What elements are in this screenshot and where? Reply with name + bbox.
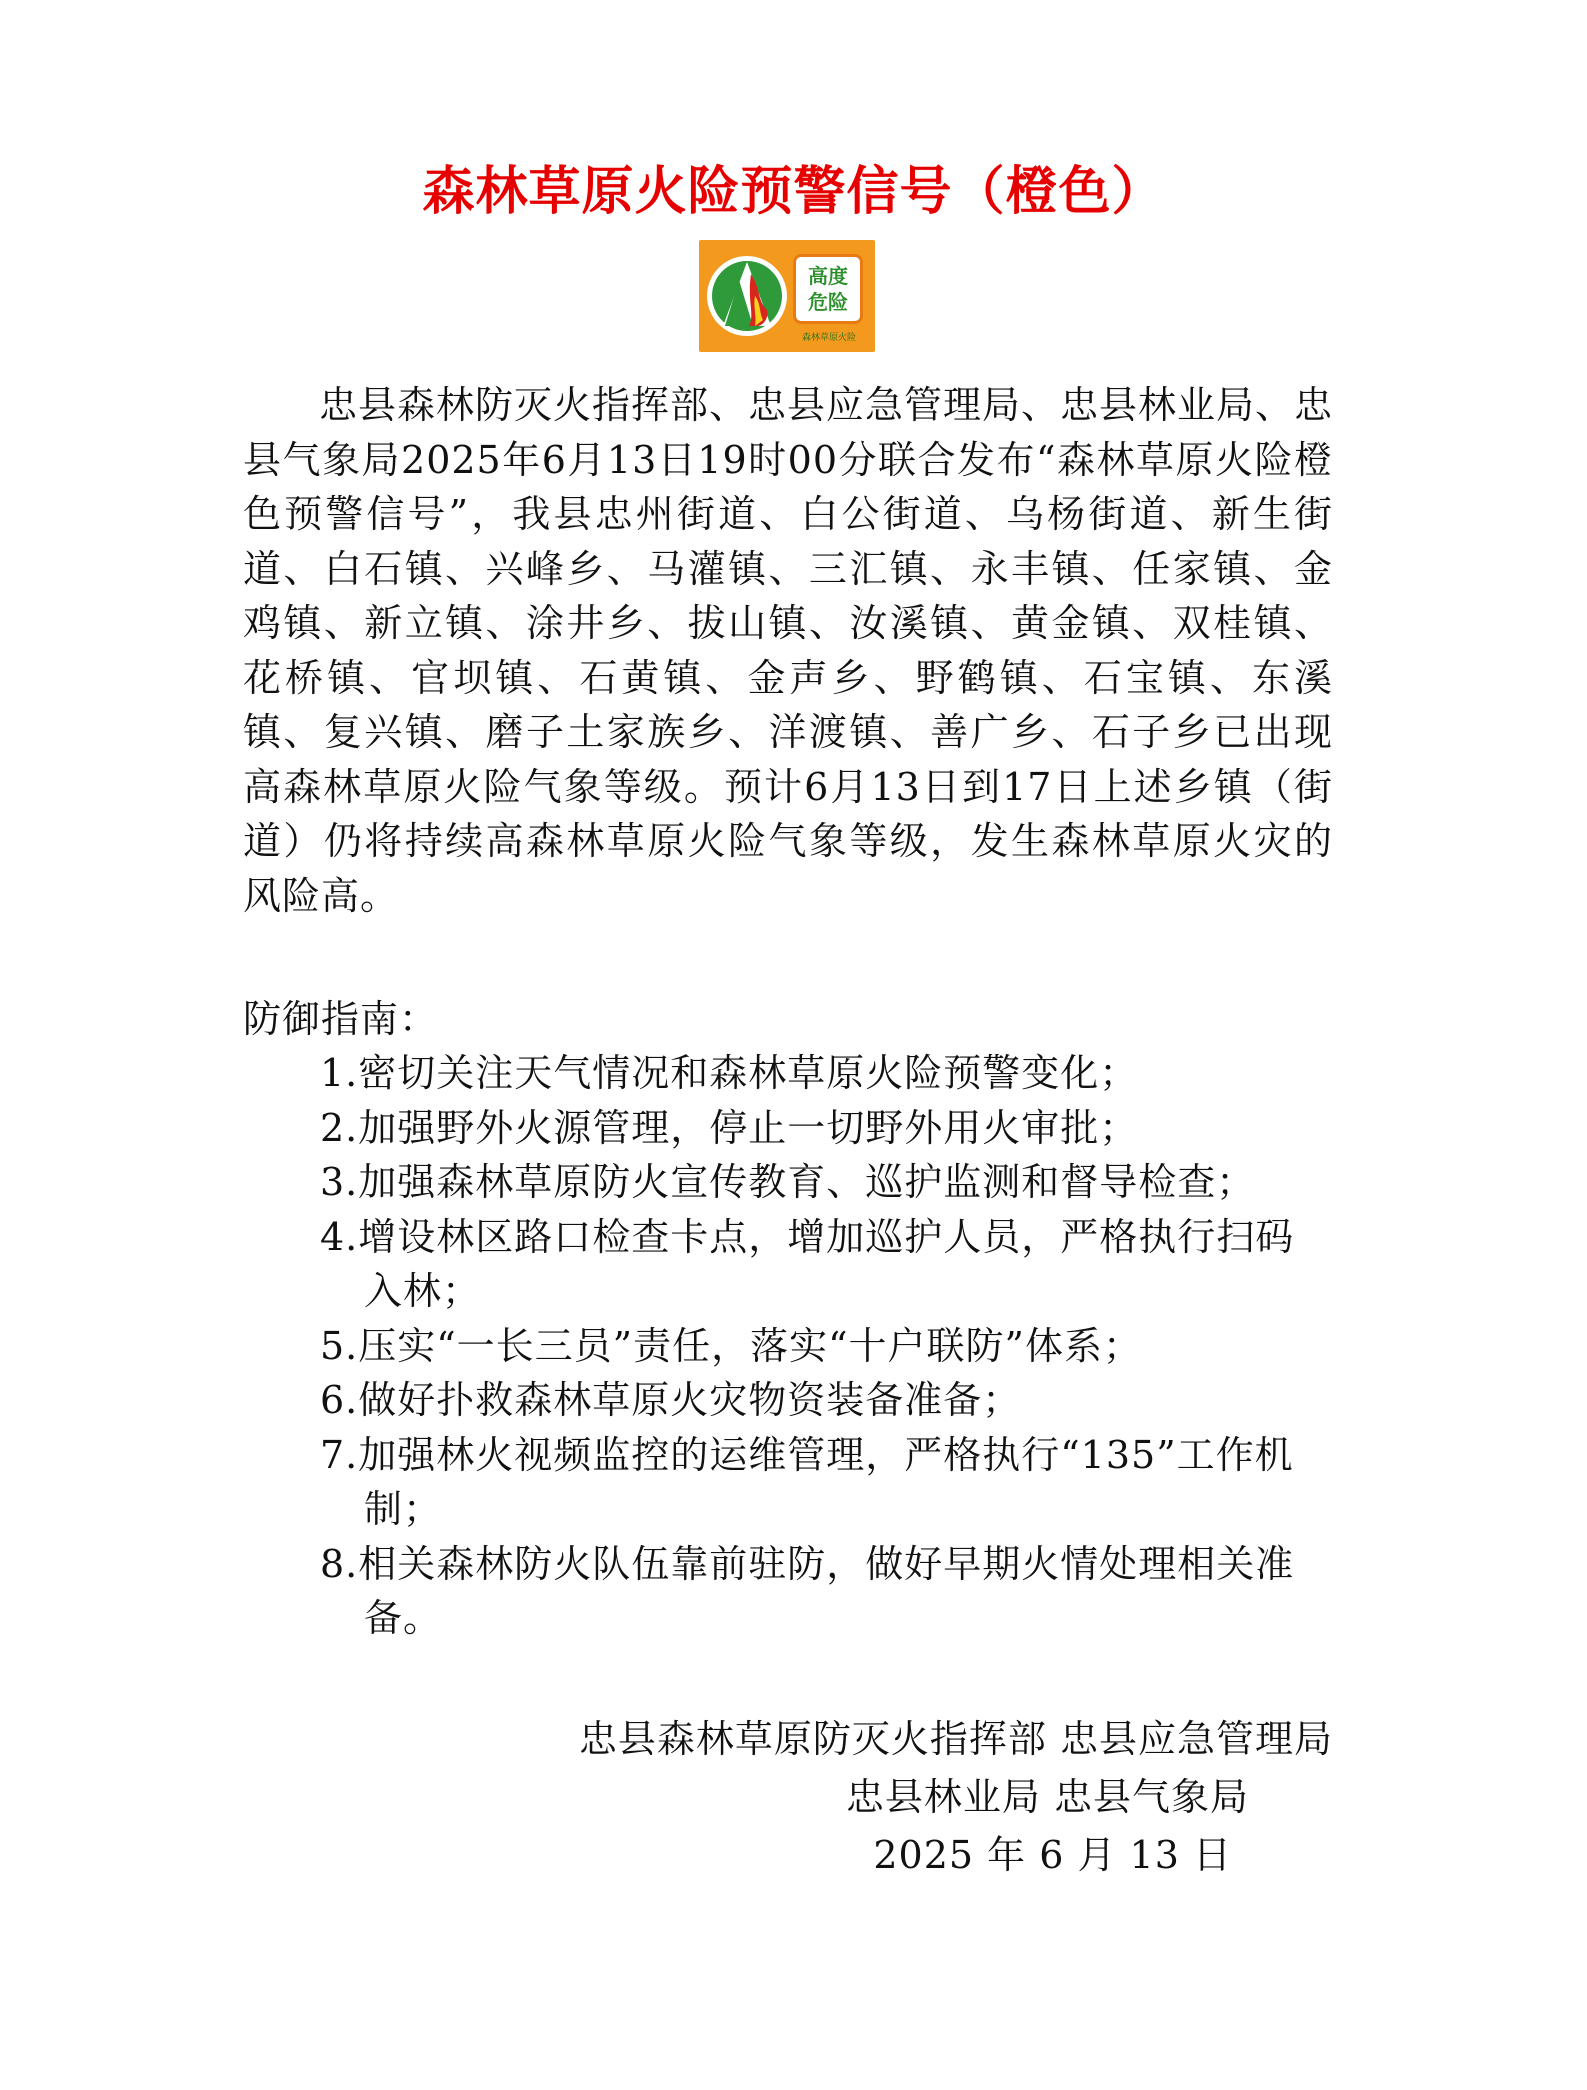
- document-title: 森林草原火险预警信号（橙色）: [422, 161, 1165, 222]
- notice-body: [243, 378, 1333, 923]
- badge-line-2: 危险: [808, 290, 848, 314]
- danger-level-badge: [793, 254, 863, 324]
- signature-issuers-line-2: 忠县林业局 忠县气象局: [845, 1775, 1249, 1819]
- signature-date: 2025 年 6 月 13 日: [873, 1833, 1232, 1877]
- notice-paragraph: 忠县森林防灭火指挥部、忠县应急管理局、忠县林业局、忠县气象局2025年6月13日19时00分联合发布“森林草原火险橙色预警信号”，我县忠州街道、白公街道、乌杨街道、新生街道、白石镇、兴峰乡、马灌镇、三汇镇、永丰镇、任家镇、金鸡镇、新立镇、涂井乡、拔山镇、汝溪镇、黄金镇、双桂镇、花桥镇、官坝镇、石黄镇、金声乡、野鹤镇、石宝镇、东溪镇、复兴镇、磨子土家族乡、洋渡镇、善广乡、石子乡已出现高森林草原火险气象等级。预计6月13日到17日上述乡镇（街道）仍将持续高森林草原火险气象等级，发生森林草原火灾的风险高。: [243, 383, 1334, 918]
- guide-item: 7.加强林火视频监控的运维管理，严格执行“135”工作机制；: [320, 1432, 1294, 1531]
- signature-issuers-line-1: 忠县森林草原防灭火指挥部 忠县应急管理局: [578, 1717, 1333, 1761]
- guide-list: [320, 1046, 1333, 1646]
- guide-item: 1.密切关注天气情况和森林草原火险预警变化；: [320, 1051, 1139, 1095]
- guide-item: 6.做好扑救森林草原火灾物资装备准备；: [320, 1378, 1022, 1422]
- fire-warning-logo: [699, 240, 875, 352]
- guide-item: 5.压实“一长三员”责任，落实“十户联防”体系；: [320, 1323, 1142, 1368]
- guide-heading: 防御指南：: [243, 997, 439, 1041]
- badge-line-1: 高度: [808, 264, 848, 288]
- guide-item: 4.增设林区路口检查卡点，增加巡护人员，严格执行扫码入林；: [320, 1214, 1295, 1313]
- guide-item: 3.加强森林草原防火宣传教育、巡护监测和督导检查；: [320, 1160, 1256, 1204]
- guide-item: 2.加强野外火源管理，停止一切野外用火审批；: [320, 1105, 1139, 1150]
- logo-caption: 森林草原火险: [801, 333, 856, 343]
- guide-item: 8.相关森林防火队伍靠前驻防，做好早期火情处理相关准备。: [320, 1541, 1295, 1640]
